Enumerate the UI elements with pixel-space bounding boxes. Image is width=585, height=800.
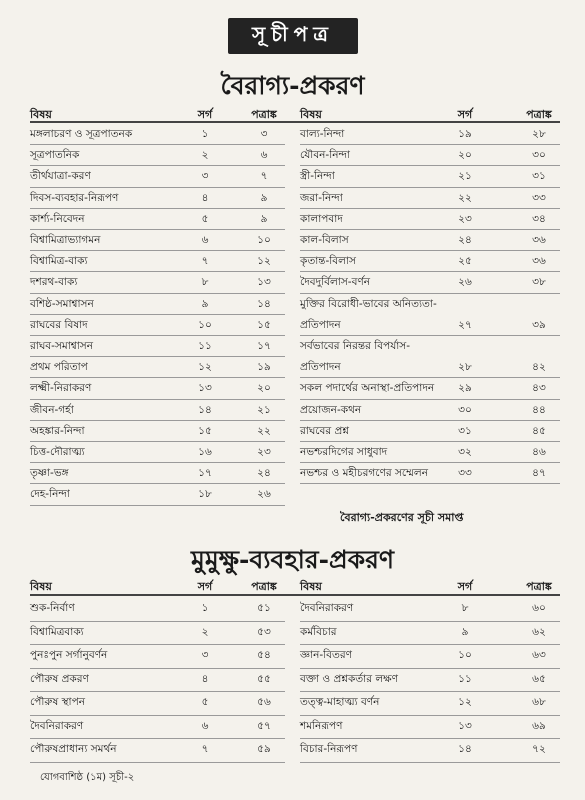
item-page: ৫৭ [257,719,271,732]
item-subject: দৈবদুর্বিলাস-বর্ণন [300,276,371,289]
item-sarga: ৫ [201,696,209,708]
item-sarga: ৭ [201,255,209,268]
item-subject: প্রথম পরিতাপ [30,361,88,374]
item-subject: সূত্রপাতনিক [30,149,80,162]
header-subject-right: বিষয় [300,580,322,593]
row-divider [30,420,285,421]
header-rule-2 [30,594,560,596]
item-page: ৩৬ [532,255,546,268]
section-title-mumukshu: মুমুক্ষু-ব্যবহার-প্রকরণ [190,545,394,574]
item-page: ৬০ [532,602,546,614]
item-sarga: ২৯ [458,382,472,395]
row-divider [30,462,285,463]
item-page: ২৩ [257,446,271,458]
item-page: ৫১ [257,602,271,614]
header-sarga-right: সর্গ [457,580,473,593]
header-sarga: সর্গ [197,580,213,593]
item-subject: বশিষ্ঠ-সমাশ্বাসন [30,297,94,310]
row-divider [30,144,285,145]
item-sarga: ১০ [458,649,472,661]
row-divider [300,399,560,400]
item-subject: রাঘব-সমাশ্বাসন [30,340,93,352]
item-sarga: ৯ [461,625,469,638]
item-subject: শুক-নির্বাণ [30,602,75,614]
item-subject: পৌরুষপ্রাধান্য সমর্থন [30,743,117,755]
item-subject: নভশ্চরদিগের সাধুবাদ [300,446,388,458]
item-page: ২৪ [257,467,271,480]
item-subject: দেহ-নিন্দা [30,488,70,501]
row-divider [30,335,285,336]
item-subject: তৃষ্ণা-ভঙ্গ [30,467,69,480]
row-divider [300,762,560,763]
row-divider [30,505,285,506]
item-sarga: ৬ [201,719,209,732]
row-divider [300,165,560,166]
item-subject: চিত্ত-দৌরাত্ম্য [30,446,85,458]
item-subject: রাঘবের প্রশ্ন [300,424,349,437]
item-page: ১৫ [257,318,271,331]
item-subject: প্রয়োজন-কথন [300,403,362,416]
item-sarga: ২৪ [458,234,472,246]
item-page: ৫৩ [257,625,271,638]
item-sarga: ১৩ [198,382,212,395]
row-divider [30,691,285,692]
item-page: ৯ [260,191,268,204]
section-title-vairagya: বৈরাগ্য-প্রকরণ [220,71,365,100]
item-page: ৪৪ [532,403,546,416]
row-divider [30,250,285,251]
item-sarga: ৯ [201,297,209,310]
item-page: ২১ [257,403,271,416]
header-sarga: সর্গ [197,108,213,121]
row-divider [300,644,560,645]
item-sarga: ১৯ [458,128,472,140]
row-divider [300,271,560,272]
item-sarga: ১৪ [198,403,212,416]
item-sarga: ২১ [458,170,472,183]
item-page: ৩ [260,128,268,140]
item-page: ৩১ [532,170,546,183]
item-subject: বিশ্বামিত্রাভ্যাগমন [30,234,101,246]
row-divider [30,483,285,484]
row-divider [300,462,560,463]
item-subject: স্ত্রী-নিন্দা [300,170,335,183]
item-sarga: ১১ [458,672,472,685]
item-page: ৯ [260,212,268,225]
item-sarga: ২৩ [458,212,472,225]
row-divider [300,144,560,145]
item-subject: কাল-বিলাস [300,234,349,246]
item-page: ২২ [257,424,271,437]
item-subject: দিবস-ব্যবহার-নিরূপণ [30,191,119,204]
item-subject: দৈবনিরাকরণ [30,719,84,732]
row-divider [300,621,560,622]
item-page: ৪৫ [532,424,546,437]
item-subject: পুনঃপুন সর্গানুবর্ণন [30,649,108,661]
item-sarga: ৩ [201,170,209,183]
item-page: ৩৮ [532,276,546,289]
item-page: ৬৮ [532,696,546,708]
row-divider [300,335,560,336]
header-subject: বিষয় [30,580,52,593]
item-sarga: ৩ [201,649,209,661]
item-page: ৬৯ [532,719,546,732]
item-subject: লক্ষ্মী-নিরাকরণ [30,382,92,395]
item-subject: শমনিরূপণ [300,719,343,732]
item-subject: দৈবনিরাকরণ [300,602,354,614]
item-sarga: ২২ [458,191,472,204]
item-subject: পৌরুষ প্রকরণ [30,672,89,685]
item-sarga: ১৭ [198,467,212,480]
item-page: ৫৪ [257,649,271,661]
row-divider [30,356,285,357]
item-page: ৪২ [532,361,546,374]
header-page-right: পত্রাঙ্ক [526,108,552,121]
row-divider [300,250,560,251]
item-sarga: ৬ [201,234,209,246]
contents-banner: সূচীপত্র [228,18,358,54]
item-page: ৪৭ [532,467,546,480]
item-subject: কালাপবাদ [300,212,343,225]
item-sarga: ৩৩ [458,467,472,480]
item-subject: বিচার-নিরূপণ [300,743,358,755]
item-subject: যৌবন-নিন্দা [300,149,350,162]
item-sarga: ২৬ [458,276,472,289]
item-page: ৩৬ [532,234,546,246]
row-divider [30,762,285,763]
header-page: পত্রাঙ্ক [251,580,277,593]
item-page: ৬৩ [532,649,546,661]
item-sarga: ৩০ [458,403,472,416]
item-subject: জ্ঞান-বিতরণ [300,649,353,661]
item-page: ১২ [257,255,271,268]
item-subject: বক্তা ও প্রশ্নকর্তার লক্ষণ [300,672,398,685]
item-sarga: ৮ [201,276,209,289]
item-sarga: ২০ [458,149,472,162]
item-page: ১০ [257,234,271,246]
row-divider [300,208,560,209]
item-sarga: ২৫ [458,255,472,268]
item-page: ৬২ [532,625,546,638]
item-page: ৬ [260,149,268,162]
item-sarga: ১০ [198,318,212,331]
row-divider [30,399,285,400]
item-subject: রাঘবের বিষাদ [30,318,88,331]
item-page: ১৯ [257,361,271,374]
row-divider [300,441,560,442]
header-page: পত্রাঙ্ক [251,108,277,121]
item-page: ৪৩ [532,382,546,395]
item-sarga: ২ [201,625,209,638]
item-sarga: ৫ [201,212,209,225]
row-divider [300,187,560,188]
item-subject: পৌরুষ স্থাপন [30,696,85,708]
item-sarga: ১৪ [458,743,472,755]
row-divider [30,165,285,166]
item-subject: জীবন-গর্হা [30,403,74,416]
item-subject: প্রতিপাদন [300,361,341,374]
item-subject: তত্ত্ব-মাহাত্ম্য বর্ণন [300,696,380,708]
row-divider [300,691,560,692]
item-page: ৩৩ [532,191,546,204]
item-sarga: ১২ [458,696,472,708]
item-subject: তীর্থযাত্রা-করণ [30,170,91,183]
item-subject: কৃতান্ত-বিলাস [300,255,356,268]
item-sarga: ৭ [201,743,209,755]
row-divider [30,715,285,716]
row-divider [300,293,560,294]
item-page: ২৬ [257,488,271,501]
item-page: ৬৫ [532,672,546,685]
item-subject: মুক্তির বিরোধী-ভাবের অনিত্যতা- [300,297,437,310]
item-subject: নভশ্চর ও মহীচরগণের সম্মেলন [300,467,428,480]
row-divider [30,644,285,645]
item-sarga: ১৩ [458,719,472,732]
item-subject: সর্বভাবের নিরন্তর বিপর্যাস- [300,340,411,352]
item-page: ৫৫ [257,672,271,685]
item-subject: সকল পদার্থের অনাস্থা-প্রতিপাদন [300,382,435,395]
item-page: ৩০ [532,149,546,162]
item-subject: বিশ্বামিত্রবাক্য [30,625,84,638]
header-sarga-right: সর্গ [457,108,473,121]
item-sarga: ১৫ [198,424,212,437]
row-divider [300,668,560,669]
item-sarga: ২ [201,149,209,162]
row-divider [30,293,285,294]
item-sarga: ৪ [201,672,209,685]
item-page: ২৮ [532,128,546,140]
item-page: ৪৬ [532,446,546,458]
row-divider [30,208,285,209]
row-divider [30,621,285,622]
item-sarga: ৪ [201,191,209,204]
item-page: ১৪ [257,297,271,310]
item-sarga: ২৭ [458,318,472,331]
item-page: ১৩ [257,276,271,289]
item-sarga: ৮ [461,602,469,614]
item-sarga: ৩২ [458,446,472,458]
header-page-right: পত্রাঙ্ক [526,580,552,593]
item-subject: বাল্য-নিন্দা [300,128,345,140]
item-sarga: ১৬ [198,446,212,458]
header-rule-1 [30,121,560,123]
item-subject: কার্শ্য-নিবেদন [30,212,85,225]
row-divider [300,377,560,378]
header-subject-right: বিষয় [300,108,322,121]
item-subject: জরা-নিন্দা [300,191,343,204]
item-sarga: ১২ [198,361,212,374]
row-divider [30,738,285,739]
item-subject: প্রতিপাদন [300,318,341,331]
row-divider [30,668,285,669]
row-divider [30,229,285,230]
row-divider [300,229,560,230]
section1-closing: বৈরাগ্য-প্রকরণের সূচী সমাপ্ত [340,511,464,524]
item-page: ২০ [257,382,271,395]
item-subject: মঙ্গলাচরণ ও সূত্রপাতনক [30,128,133,140]
page-footer: যোগবাশিষ্ঠ (১ম) সূচী-২ [40,772,135,783]
row-divider [300,738,560,739]
item-sarga: ১ [201,128,209,140]
row-divider [30,271,285,272]
item-page: ১৭ [257,340,271,352]
header-subject: বিষয় [30,108,52,121]
row-divider [30,187,285,188]
item-page: ৩৪ [532,212,546,225]
item-subject: বিশ্বামিত্র-বাক্য [30,255,88,268]
row-divider [300,420,560,421]
item-page: ৫৯ [257,743,271,755]
item-sarga: ১৮ [198,488,212,501]
item-subject: অহঙ্কার-নিন্দা [30,424,85,437]
item-subject: দশরথ-বাক্য [30,276,78,289]
row-divider [30,314,285,315]
item-page: ৭২ [532,743,546,755]
item-sarga: ২৮ [458,361,472,374]
row-divider [300,715,560,716]
item-sarga: ৩১ [458,424,472,437]
item-page: ৫৬ [257,696,271,708]
item-subject: কর্মবিচার [300,625,337,638]
row-divider [30,441,285,442]
item-sarga: ১ [201,602,209,614]
row-divider [30,377,285,378]
item-sarga: ১১ [198,340,212,352]
item-page: ৭ [260,170,268,183]
row-divider [300,483,560,484]
item-page: ৩৯ [532,318,546,331]
